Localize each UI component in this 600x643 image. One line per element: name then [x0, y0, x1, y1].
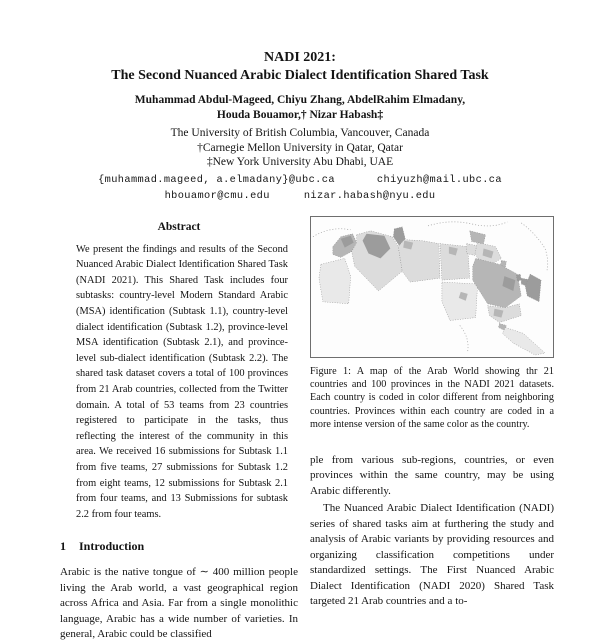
author-list	[0, 93, 600, 123]
map-syria	[470, 230, 486, 243]
map-coast-turkey	[428, 221, 507, 225]
left-column	[60, 216, 298, 643]
map-somalia	[502, 327, 545, 355]
affiliation-cmu: †Carnegie Mellon University in Qatar, Qatar	[197, 141, 403, 154]
arab-world-map	[311, 217, 553, 357]
figure1-caption: Figure 1: A map of the Arab World showing thr 21 countries and 100 provinces in the NADI 2021 datasets. Each country is coded in color different from neighboring countries. Provinces within each country are coded in a more intense version of the same color as the country.	[310, 365, 554, 431]
affiliation-ubc: The University of British Columbia, Vancouver, Canada	[170, 127, 430, 140]
affiliation-nyu: ‡New York University Abu Dhabi, UAE	[206, 156, 394, 169]
introduction-paragraph: Arabic is the native tongue of ∼ 400 million people living the Arab world, a vast geographical region across Africa and Asia. Far from a single monolithic language, Arabic has a wide number of varieties. In general, Arabic could be classified	[60, 566, 298, 641]
map-qatar	[516, 274, 521, 281]
right-column-paragraph1: ple from various sub-regions, countries, or even provinces within the same country, may be using Arabic differently.	[310, 453, 554, 497]
map-coast-ethiopia	[460, 325, 468, 351]
email-row-1	[0, 173, 600, 189]
abstract-text: We present the findings and results of the Second Nuanced Arabic Dialect Identification Shared Task (NADI 2021). This Shared Task includes four subtasks: country-level Modern Standard Arabic (MSA) identification (Subtask 1.1), country-level dialect identification (Subtask 1.2), province-level MSA identification (Subtask 2.1), and province-level sub-dialect identification (Subtask 2.2). The shared task dataset covers a total of 100 provinces from 21 Arab countries, collected from the Twitter domain. A total of 53 teams from 23 countries registered to participate in the tasks, thus reflecting the interest of the community in this area. We received 16 submissions for Subtask 1.1 from five teams, 27 submissions for Subtask 1.2 from eight teams, 12 submissions for Subtask 2.1 from four teams, and 13 Submissions for subtask 2.2 from four teams.	[76, 243, 288, 520]
right-column	[310, 216, 554, 643]
map-jordan	[467, 243, 477, 255]
map-mauritania	[319, 258, 351, 303]
affiliations	[0, 126, 600, 169]
email-chiyu: chiyuzh@mail.ubc.ca	[376, 173, 502, 186]
map-coast-spain	[313, 228, 351, 236]
author-emails	[0, 173, 600, 205]
paper-title	[0, 49, 600, 85]
section-title: Introduction	[79, 539, 145, 554]
email-ubc-group: {muhammad.mageed, a.elmadany}@ubc.ca	[98, 173, 335, 186]
figure1-map	[310, 216, 554, 358]
section-heading-introduction	[60, 539, 298, 554]
right-column-paragraph2: The Nuanced Arabic Dialect Identification (NADI) series of shared tasks aim at furthering the study and analysis of Arabic variants by providing resources and organizing classification competitions under standardized settings. The First Nuanced Arabic Dialect Identification (NADI 2020) Shared Task targeted 21 Arab countries and a to-	[310, 502, 554, 608]
email-bouamor: hbouamor@cmu.edu	[164, 189, 270, 202]
email-habash: nizar.habash@nyu.edu	[303, 189, 436, 202]
map-sudan	[442, 282, 478, 320]
authors-line1: Muhammad Abdul-Mageed, Chiyu Zhang, AbdelRahim Elmadany,	[134, 93, 466, 106]
paper-title-line1: NADI 2021:	[264, 50, 336, 65]
section-number: 1	[60, 539, 66, 554]
abstract-heading: Abstract	[157, 220, 201, 233]
authors-line2: Houda Bouamor,† Nizar Habash‡	[216, 108, 384, 121]
two-column-body	[60, 216, 554, 643]
map-oman	[525, 274, 541, 302]
email-row-2	[0, 189, 600, 205]
paper-title-line2: The Second Nuanced Arabic Dialect Identification Shared Task	[111, 67, 489, 83]
map-coast-iran	[521, 222, 547, 269]
